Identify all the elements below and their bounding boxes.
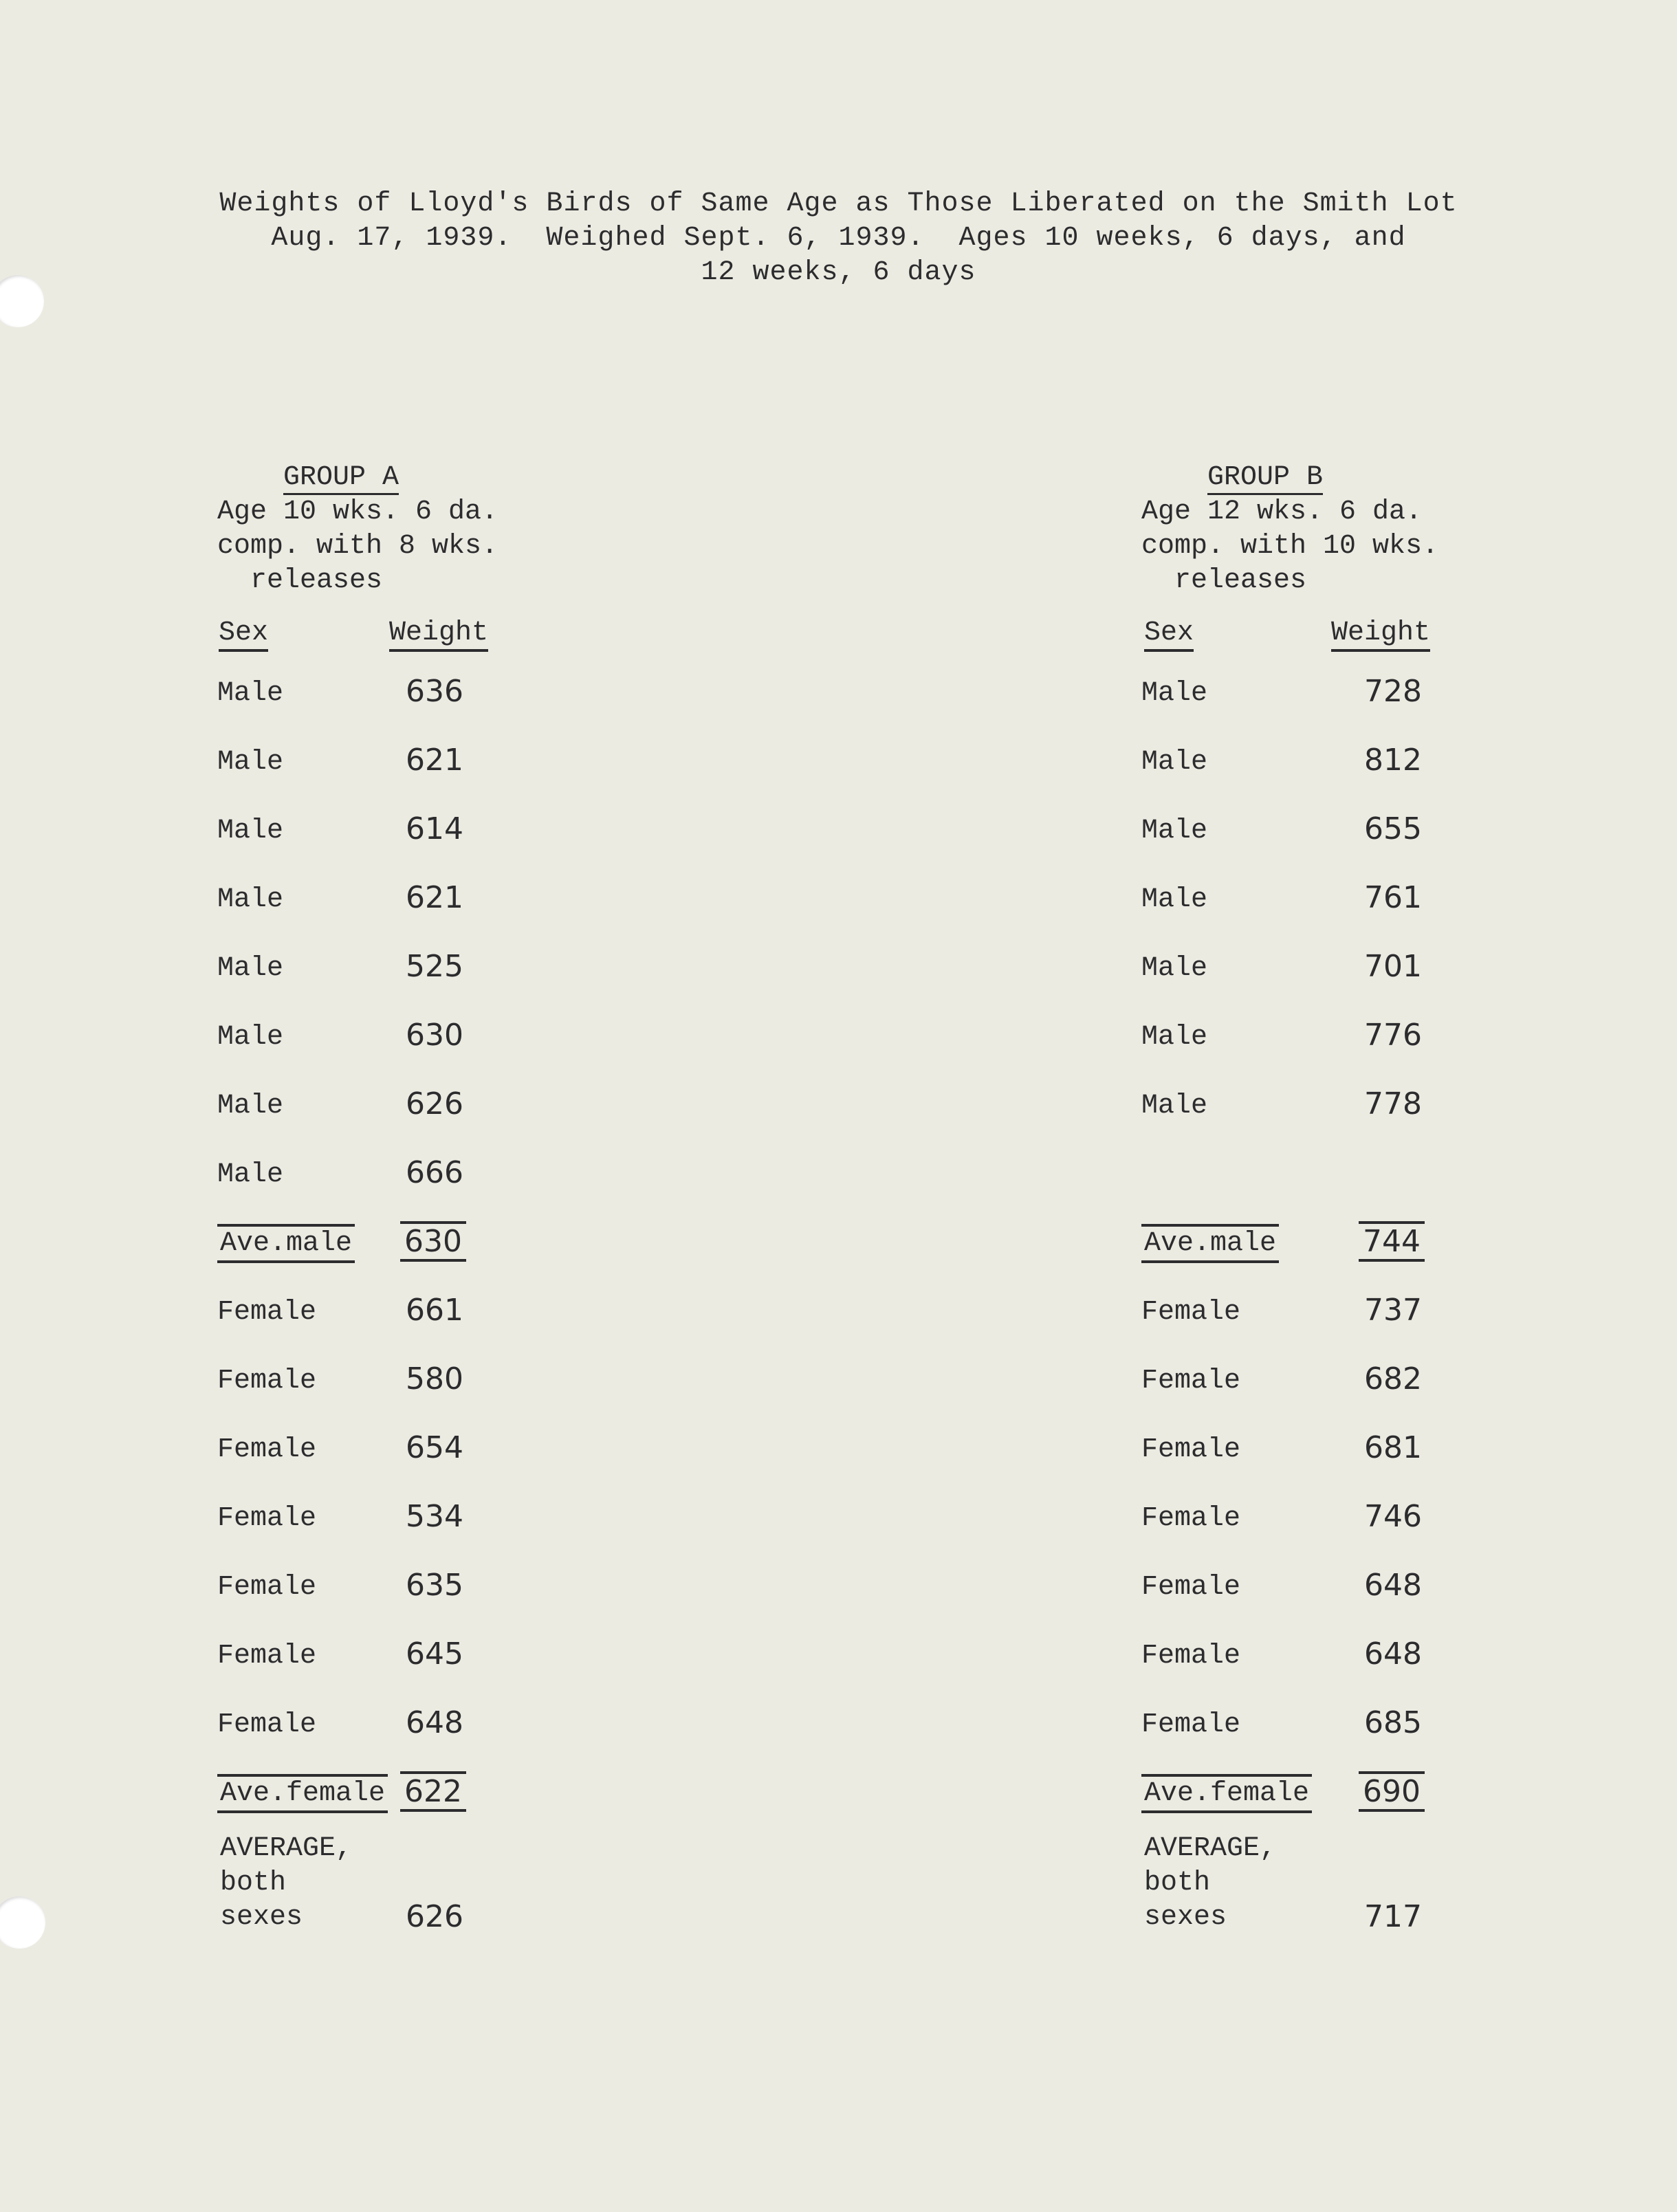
weight-cell: 645 — [406, 1636, 463, 1672]
group-description — [217, 495, 644, 598]
sex-cell: Male — [1141, 815, 1208, 846]
table-row — [217, 1003, 644, 1071]
sex-cell: Female — [217, 1366, 317, 1397]
weight-cell: 661 — [406, 1293, 463, 1328]
weight-cell: 655 — [1364, 811, 1422, 846]
weight-cell: 648 — [1364, 1636, 1422, 1672]
table-row — [1141, 659, 1568, 727]
average-both-label-line: AVERAGE, — [220, 1833, 353, 1864]
average-both-sexes-row — [1141, 1832, 1568, 1942]
table-row — [1141, 1621, 1568, 1690]
weight-cell: 685 — [1364, 1705, 1422, 1740]
sex-cell: Male — [1141, 884, 1208, 915]
group-heading — [1141, 461, 1568, 598]
weight-cell: 746 — [1364, 1499, 1422, 1534]
weight-cell: 737 — [1364, 1293, 1422, 1328]
table-row — [217, 865, 644, 934]
sex-cell: Female — [1141, 1434, 1241, 1465]
sex-cell: Female — [217, 1503, 317, 1534]
sex-cell: Ave.male — [217, 1224, 355, 1263]
sex-cell: Female — [1141, 1366, 1241, 1397]
table-row — [217, 1553, 644, 1621]
table-row — [1141, 1003, 1568, 1071]
sex-cell: Ave.male — [1141, 1224, 1279, 1263]
table-row — [217, 1690, 644, 1759]
sex-cell: Male — [217, 953, 284, 984]
sex-cell: Male — [1141, 747, 1208, 778]
table-row — [1141, 934, 1568, 1003]
average-both-weight: 626 — [406, 1899, 463, 1934]
sex-cell: Male — [217, 884, 284, 915]
group-title: GROUP B — [1207, 463, 1323, 495]
sex-cell: Male — [1141, 1022, 1208, 1053]
group-description — [1141, 495, 1568, 598]
column-header-sex: Sex — [219, 617, 268, 652]
sex-cell: Male — [217, 747, 284, 778]
weight-cell: 630 — [400, 1221, 466, 1262]
weight-cell: 666 — [406, 1155, 463, 1190]
table-row — [217, 659, 644, 727]
group-heading — [217, 461, 644, 598]
table-row — [217, 1346, 644, 1415]
group-title: GROUP A — [283, 463, 399, 495]
average-both-label-line: sexes — [1144, 1902, 1227, 1933]
weight-cell: 626 — [406, 1086, 463, 1121]
sex-cell: Male — [217, 1159, 284, 1190]
average-both-sexes-row — [217, 1832, 644, 1942]
weight-cell: 654 — [406, 1430, 463, 1465]
average-both-label-line: both — [1144, 1868, 1211, 1898]
title-line-1: Weights of Lloyd's Birds of Same Age as Those Liberated on the Smith Lot — [219, 188, 1458, 219]
punch-hole-bottom — [0, 1896, 45, 1949]
weight-cell: 761 — [1364, 880, 1422, 915]
average-both-label-line: both — [220, 1868, 287, 1898]
description-line: Age 10 wks. 6 da. — [217, 496, 498, 527]
table-row — [1141, 1415, 1568, 1484]
weight-cell: 744 — [1359, 1221, 1425, 1262]
description-line: comp. with 8 wks. — [217, 531, 498, 562]
sex-cell: Female — [1141, 1572, 1241, 1603]
weight-cell: 728 — [1364, 674, 1422, 709]
sex-cell: Female — [1141, 1503, 1241, 1534]
weight-cell: 614 — [406, 811, 463, 846]
weight-cell: 621 — [406, 880, 463, 915]
sex-cell: Ave.female — [1141, 1774, 1312, 1813]
table-row — [217, 1278, 644, 1346]
column-header-weight: Weight — [389, 617, 488, 652]
description-line: releases — [1141, 565, 1307, 596]
sex-cell: Female — [217, 1297, 317, 1328]
group-a-table — [217, 461, 644, 1942]
sex-cell: Male — [1141, 1091, 1208, 1121]
title-line-3: 12 weeks, 6 days — [701, 257, 976, 288]
table-row — [217, 1140, 644, 1209]
column-headers — [1141, 617, 1568, 659]
group-title-wrap — [1141, 461, 1389, 495]
group-title-wrap — [217, 461, 465, 495]
title-line-2: Aug. 17, 1939. Weighed Sept. 6, 1939. Ages 10 weeks, 6 days, and — [271, 223, 1406, 254]
sex-cell: Female — [1141, 1641, 1241, 1672]
column-headers — [217, 617, 644, 659]
average-both-label — [220, 1832, 352, 1935]
weight-cell: 534 — [406, 1499, 463, 1534]
table-row — [1141, 1484, 1568, 1553]
sex-cell: Male — [1141, 953, 1208, 984]
table-row — [217, 727, 644, 796]
group-b-table — [1141, 461, 1568, 1942]
table-row — [1141, 1278, 1568, 1346]
weight-cell: 776 — [1364, 1018, 1422, 1053]
document-title — [0, 187, 1677, 290]
average-female-row — [1141, 1759, 1568, 1828]
sex-cell: Female — [217, 1641, 317, 1672]
column-header-sex: Sex — [1144, 617, 1194, 652]
table-row — [1141, 1690, 1568, 1759]
sex-cell: Ave.female — [217, 1774, 388, 1813]
table-row — [1141, 796, 1568, 865]
sex-cell: Male — [217, 1091, 284, 1121]
table-row — [217, 934, 644, 1003]
average-both-weight: 717 — [1364, 1899, 1422, 1934]
table-row — [1141, 1071, 1568, 1140]
sex-cell: Male — [217, 678, 284, 709]
column-header-weight: Weight — [1331, 617, 1430, 652]
average-both-label-line: sexes — [220, 1902, 303, 1933]
sex-cell: Female — [1141, 1297, 1241, 1328]
weight-cell: 812 — [1364, 743, 1422, 778]
average-male-row — [217, 1209, 644, 1278]
sex-cell: Male — [217, 1022, 284, 1053]
sex-cell: Female — [217, 1434, 317, 1465]
sex-cell: Female — [217, 1572, 317, 1603]
table-row — [217, 1071, 644, 1140]
sex-cell: Male — [217, 815, 284, 846]
weight-cell: 778 — [1364, 1086, 1422, 1121]
weight-cell: 635 — [406, 1568, 463, 1603]
table-row — [217, 1415, 644, 1484]
weight-cell: 525 — [406, 949, 463, 984]
weight-cell: 648 — [406, 1705, 463, 1740]
average-both-label-line: AVERAGE, — [1144, 1833, 1277, 1864]
table-row — [217, 796, 644, 865]
weight-cell: 580 — [406, 1361, 463, 1397]
weight-cell: 621 — [406, 743, 463, 778]
sex-cell: Male — [1141, 678, 1208, 709]
average-female-row — [217, 1759, 644, 1828]
weight-cell: 681 — [1364, 1430, 1422, 1465]
sex-cell: Female — [1141, 1709, 1241, 1740]
description-line: Age 12 wks. 6 da. — [1141, 496, 1423, 527]
weight-cell: 636 — [406, 674, 463, 709]
weight-cell: 648 — [1364, 1568, 1422, 1603]
description-line: releases — [217, 565, 383, 596]
sex-cell: Female — [217, 1709, 317, 1740]
weight-cell: 622 — [400, 1771, 466, 1812]
empty-row — [1141, 1140, 1568, 1209]
weight-cell: 682 — [1364, 1361, 1422, 1397]
table-row — [1141, 727, 1568, 796]
weight-cell: 690 — [1359, 1771, 1425, 1812]
average-male-row — [1141, 1209, 1568, 1278]
table-row — [1141, 1346, 1568, 1415]
weight-cell: 701 — [1364, 949, 1422, 984]
table-row — [1141, 865, 1568, 934]
weight-cell: 630 — [406, 1018, 463, 1053]
description-line: comp. with 10 wks. — [1141, 531, 1439, 562]
table-row — [217, 1621, 644, 1690]
average-both-label — [1144, 1832, 1276, 1935]
table-row — [217, 1484, 644, 1553]
table-row — [1141, 1553, 1568, 1621]
